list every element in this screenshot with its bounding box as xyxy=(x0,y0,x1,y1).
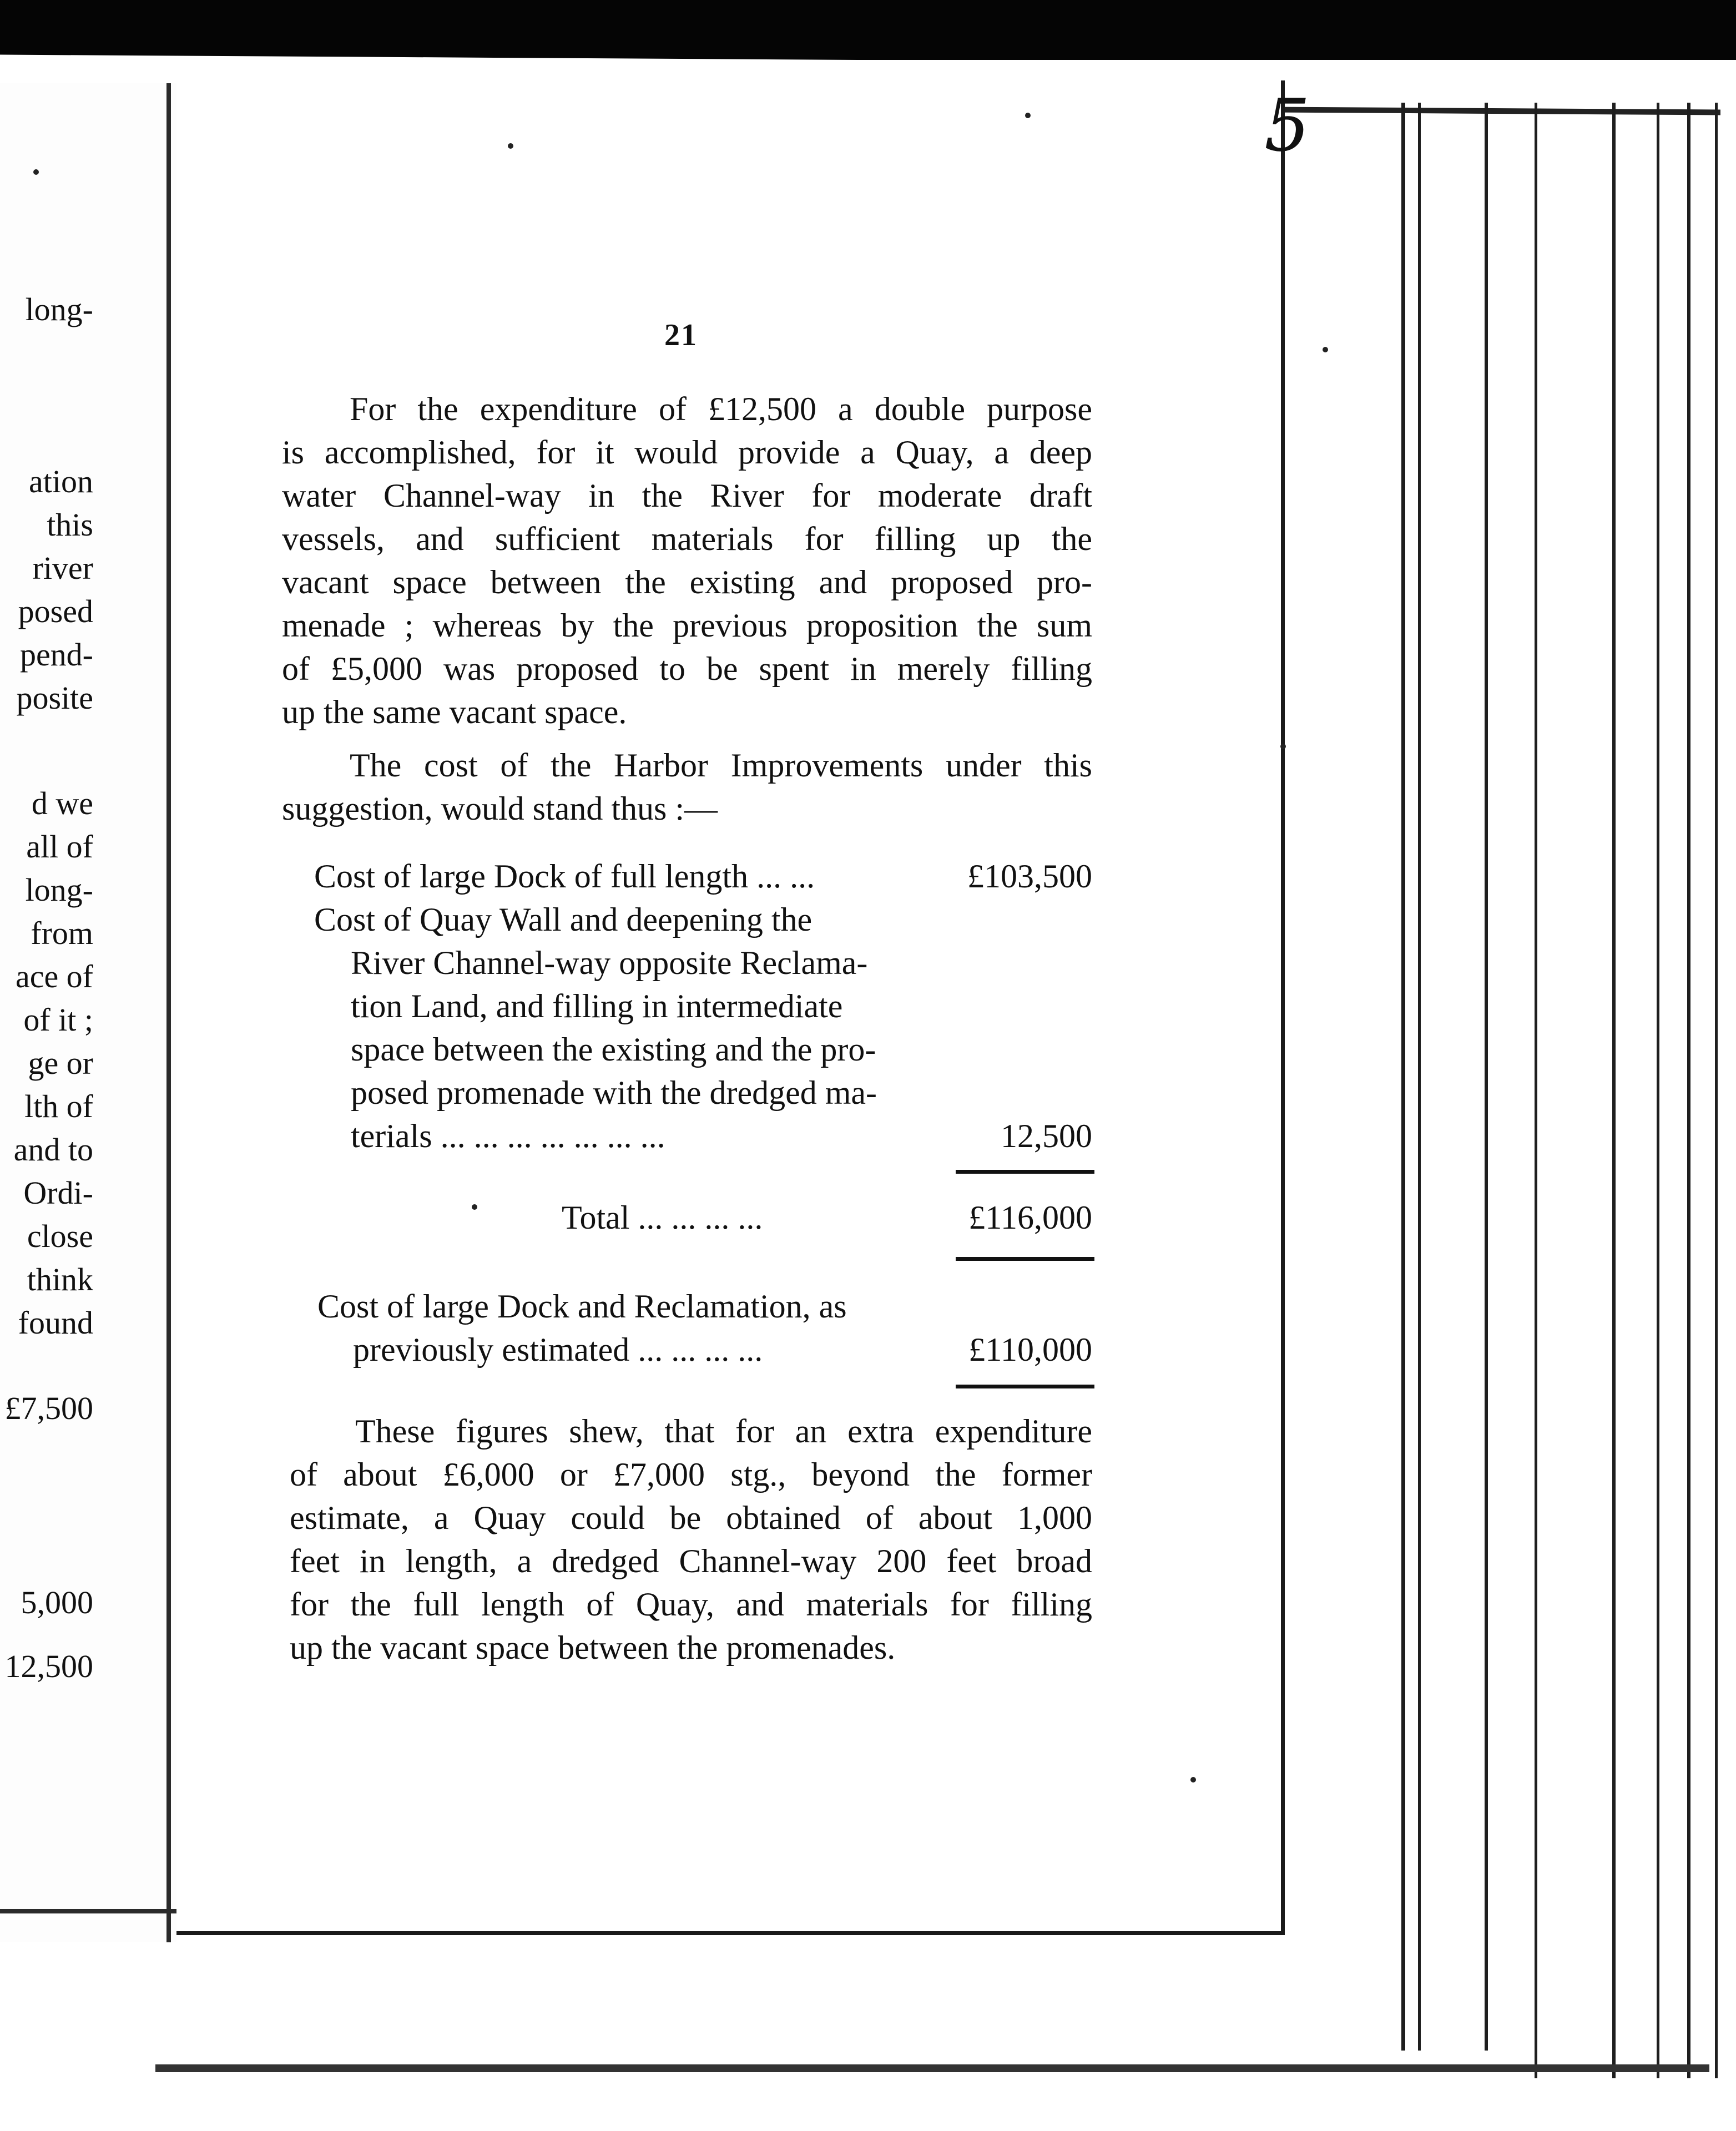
scan-speck xyxy=(472,1204,477,1210)
scan-speck xyxy=(508,143,513,149)
left-page-text-fragment: long- xyxy=(25,291,93,327)
text-line: up the vacant space between the promenades. xyxy=(290,1629,896,1666)
cost-quay-amount: 12,500 xyxy=(1001,1118,1092,1154)
total-amount: £116,000 xyxy=(968,1199,1092,1236)
text-line: for the full length of Quay, and materials for filling xyxy=(290,1586,1092,1623)
left-page-text-fragment: and to xyxy=(13,1132,93,1168)
cost-dock-label: Cost of large Dock of full length ... ... xyxy=(314,858,815,895)
text-line: For the expenditure of £12,500 a double purpose xyxy=(350,391,1092,427)
text-line: vessels, and sufficient materials for filling up the xyxy=(282,521,1092,557)
paragraph-expenditure xyxy=(282,387,1092,734)
cost-quay-line: space between the existing and the pro- xyxy=(351,1031,876,1068)
scan-bottom-edge xyxy=(155,2064,1709,2072)
page-edge-line xyxy=(1657,103,1659,2078)
scan-speck xyxy=(1190,1777,1196,1782)
left-page-text-fragment: Ordi- xyxy=(23,1175,93,1211)
left-page-text-fragment: this xyxy=(47,507,93,543)
page-edge-line xyxy=(1687,103,1690,2078)
scan-top-border xyxy=(0,0,1736,60)
total-label: Total ... ... ... ... xyxy=(562,1199,763,1236)
page-number: 21 xyxy=(664,318,698,352)
previous-estimate-amount: £110,000 xyxy=(968,1331,1092,1368)
text-line: menade ; whereas by the previous proposition the sum xyxy=(282,607,1092,644)
left-page-text-fragment: 12,500 xyxy=(4,1648,93,1684)
scan-speck xyxy=(33,169,39,175)
paragraph-cost-intro xyxy=(282,744,1092,830)
left-page-text-fragment: long- xyxy=(25,872,93,908)
text-line: The cost of the Harbor Improvements under this xyxy=(350,747,1092,784)
text-line: is accomplished, for it would provide a Quay, a deep xyxy=(282,434,1092,471)
text-line: of about £6,000 or £7,000 stg., beyond the former xyxy=(290,1456,1092,1493)
text-line: of £5,000 was proposed to be spent in merely filling xyxy=(282,650,1092,687)
text-line: These figures shew, that for an extra expenditure xyxy=(355,1413,1092,1450)
scan-speck xyxy=(1025,113,1031,118)
left-page-text-fragment: ace of xyxy=(15,958,93,994)
previous-estimate-line: previously estimated ... ... ... ... xyxy=(353,1331,763,1368)
left-page-text-fragment: ation xyxy=(29,463,93,499)
page-edge-line xyxy=(1485,103,1488,2051)
scan-speck xyxy=(1323,347,1328,352)
handwritten-page-mark: 5 xyxy=(1264,83,1310,168)
text-line: suggestion, would stand thus :— xyxy=(282,790,718,827)
previous-estimate-line: Cost of large Dock and Reclamation, as xyxy=(317,1288,847,1325)
left-page-text-fragment: think xyxy=(27,1261,93,1297)
previous-estimate-rule xyxy=(956,1385,1094,1388)
cost-dock-amount: £103,500 xyxy=(967,858,1092,895)
page-edge-line xyxy=(1535,103,1537,2078)
scan-speck xyxy=(1280,744,1286,749)
page-edge-line xyxy=(1612,103,1616,2078)
subtotal-rule xyxy=(956,1170,1094,1174)
left-page-text-fragment: £7,500 xyxy=(4,1390,93,1426)
cost-quay-line: Cost of Quay Wall and deepening the xyxy=(314,901,813,938)
left-page-text-fragment: of it ; xyxy=(23,1002,93,1038)
left-page-text-fragment: from xyxy=(31,915,93,951)
text-line: estimate, a Quay could be obtained of about 1,000 xyxy=(290,1499,1092,1536)
left-page-text-fragment: close xyxy=(27,1218,93,1254)
cost-quay-line: posed promenade with the dredged ma- xyxy=(351,1074,877,1111)
paragraph-conclusion xyxy=(290,1410,1092,1669)
page-edge-line xyxy=(1418,103,1421,2051)
page-edge-line xyxy=(1715,103,1718,2078)
cost-quay-line: River Channel-way opposite Reclama- xyxy=(351,945,868,981)
left-page-text-fragment: posed xyxy=(18,593,93,629)
left-facing-page xyxy=(0,83,176,1942)
page-gutter-line xyxy=(166,83,171,1942)
left-page-text-fragment: all of xyxy=(26,829,93,865)
text-line: vacant space between the existing and proposed pro- xyxy=(282,564,1092,600)
left-page-text-fragment: d we xyxy=(31,785,93,821)
text-line: water Channel-way in the River for moderate draft xyxy=(282,477,1092,514)
text-line: feet in length, a dredged Channel-way 200 feet broad xyxy=(290,1543,1092,1579)
left-page-text-fragment: pend- xyxy=(19,637,93,673)
left-page-text-fragment: 5,000 xyxy=(21,1584,93,1620)
cost-quay-line: terials ... ... ... ... ... ... ... xyxy=(351,1118,665,1154)
left-page-text-fragment: found xyxy=(18,1305,93,1341)
left-page-text-fragment: river xyxy=(32,550,93,586)
left-page-text-fragment: ge or xyxy=(28,1045,93,1081)
text-line: up the same vacant space. xyxy=(282,694,627,730)
total-rule xyxy=(956,1257,1094,1261)
left-page-text-fragment: posite xyxy=(16,680,93,716)
left-page-bottom-edge xyxy=(0,1909,176,1913)
page-edge-line xyxy=(1401,103,1405,2051)
left-page-text-fragment: lth of xyxy=(24,1088,93,1124)
cost-quay-line: tion Land, and filling in intermediate xyxy=(351,988,843,1024)
